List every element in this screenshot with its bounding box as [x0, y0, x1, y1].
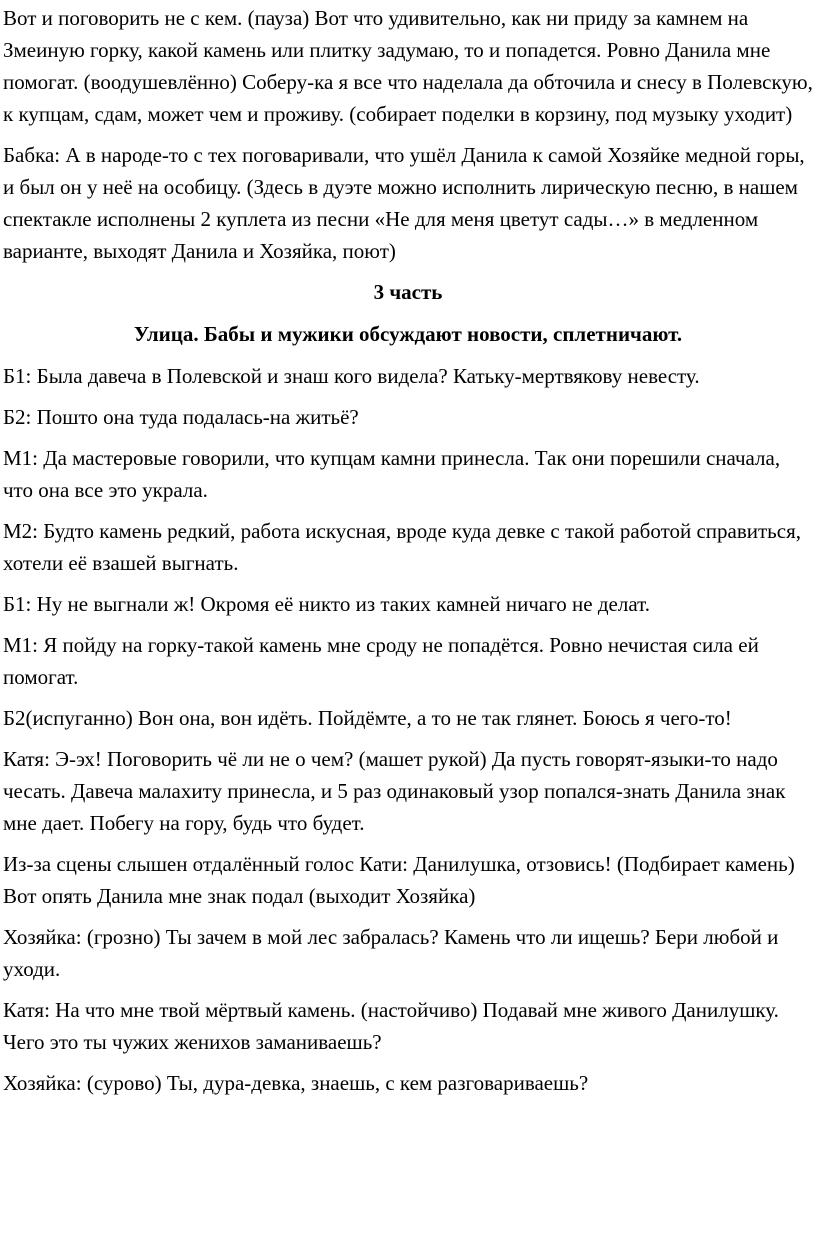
- dialogue-line: Б1: Была давеча в Полевской и знаш кого видела? Катьку-мертвякову невесту.: [3, 364, 700, 388]
- dialogue-line: Из-за сцены слышен отдалённый голос Кати: Данилушка, отзовись! (Подбирает камень) Вот опять Данила мне знак подал (выходит Хозяйка): [3, 852, 795, 908]
- part-heading: 3 часть: [373, 280, 443, 304]
- dialogue-line: М1: Я пойду на горку-такой камень мне сроду не попадётся. Ровно нечистая сила ей помогат.: [3, 633, 759, 689]
- dialogue-line: Катя: Э-эх! Поговорить чё ли не о чем? (машет рукой) Да пусть говорят-языки-то надо чесать. Давеча малахиту принесла, и 5 раз одинаковый узор попался-знать Данила знак мне дает. Побегу на гору, будь что будет.: [3, 747, 786, 835]
- paragraph-intro-1: Вот и поговорить не с кем. (пауза) Вот что удивительно, как ни приду за камнем на Змеиную горку, какой камень или плитку задумаю, то и попадется. Ровно Данила мне помогат. (воодушевлённо) Соберу-ка я все что наделала да обточила и снесу в Полевскую, к купцам, сдам, может чем и проживу. (собирает поделки в корзину, под музыку уходит): [3, 6, 813, 126]
- dialogue-line: М2: Будто камень редкий, работа искусная, вроде куда девке с такой работой справиться, хотели её взашей выгнать.: [3, 519, 801, 575]
- dialogue-line: Хозяйка: (сурово) Ты, дура-девка, знаешь, с кем разговариваешь?: [3, 1071, 589, 1095]
- dialogue-line: Б2(испуганно) Вон она, вон идёть. Пойдёмте, а то не так глянет. Боюсь я чего-то!: [3, 706, 732, 730]
- scene-heading: Улица. Бабы и мужики обсуждают новости, сплетничают.: [133, 322, 683, 346]
- dialogue-line: Б1: Ну не выгнали ж! Окромя её никто из таких камней ничаго не делат.: [3, 592, 650, 616]
- dialogue-line: М1: Да мастеровые говорили, что купцам камни принесла. Так они порешили сначала, что она все это украла.: [3, 446, 781, 502]
- dialogue-line: Катя: На что мне твой мёртвый камень. (настойчиво) Подавай мне живого Данилушку. Чего это ты чужих женихов заманиваешь?: [3, 998, 779, 1054]
- dialogue-line: Хозяйка: (грозно) Ты зачем в мой лес забралась? Камень что ли ищешь? Бери любой и уходи.: [3, 925, 779, 981]
- dialogue-line: Б2: Пошто она туда подалась-на житьё?: [3, 405, 359, 429]
- paragraph-intro-2: Бабка: А в народе-то с тех поговаривали, что ушёл Данила к самой Хозяйке медной горы, и был он у неё на особицу. (Здесь в дуэте можно исполнить лирическую песню, в нашем спектакле исполнены 2 куплета из песни «Не для меня цветут сады…» в медленном варианте, выходят Данила и Хозяйка, поют): [3, 143, 805, 263]
